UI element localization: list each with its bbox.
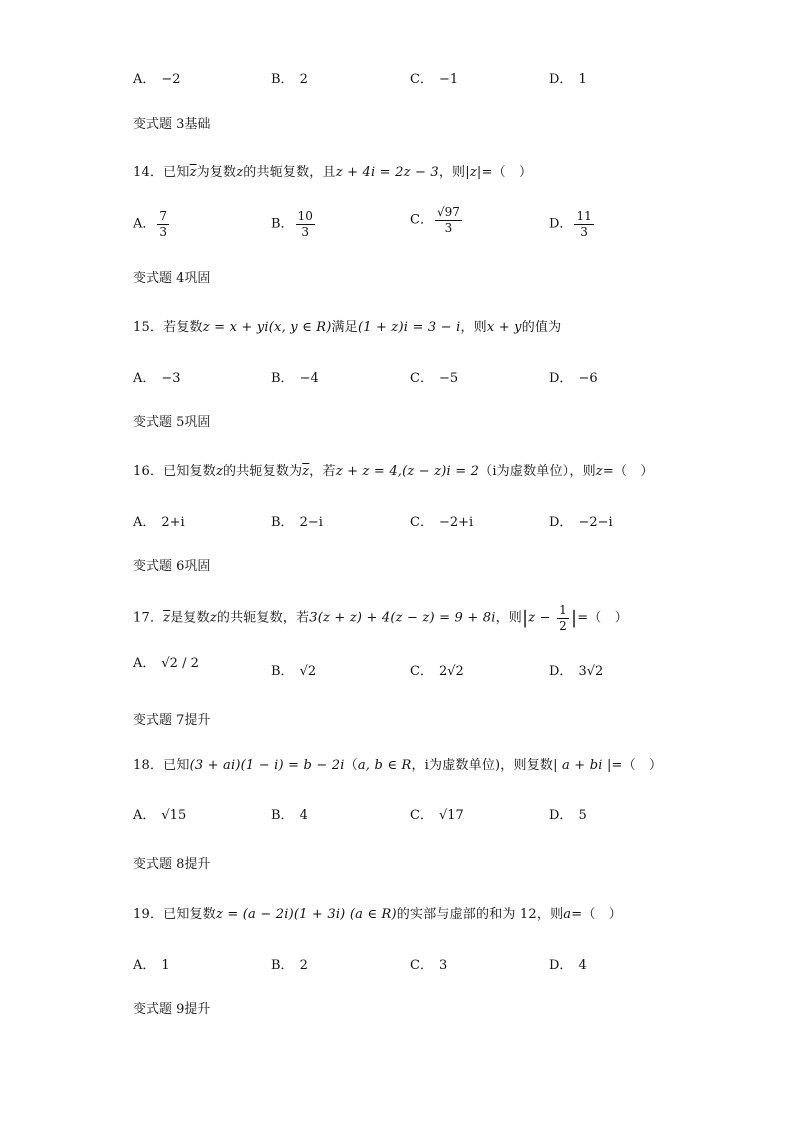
variant-heading: 变式题 4巩固 xyxy=(133,271,211,286)
option-c: C． −1 xyxy=(410,72,459,87)
option-d: D． 5 xyxy=(549,808,587,823)
option-b: B． −4 xyxy=(271,371,319,386)
option-b: B． 4 xyxy=(271,808,308,823)
question-14: 14．已知$\overline{z}$为复数z的共轭复数，且z + 4i = 2z − 3，则|z|=（ ） xyxy=(133,165,533,180)
option-b: B． 2 xyxy=(271,958,308,973)
option-a: A． −3 xyxy=(133,371,181,386)
question-17: 17．$\overline{z}$是复数z的共轭复数，若3(z + z) + 4(z − z) = 9 + 8i，则|z − $\frac{1}{2}$ |=（ ） xyxy=(133,603,628,633)
option-a: A． −2 xyxy=(133,72,181,87)
variant-heading: 变式题 6巩固 xyxy=(133,559,211,574)
option-c: C． −2+i xyxy=(410,515,474,530)
variant-heading: 变式题 7提升 xyxy=(133,713,211,728)
option-a: A． √15 xyxy=(133,808,187,823)
option-c: C． 3 xyxy=(410,958,448,973)
question-16: 16．已知复数z的共轭复数为$\overline{z}$，若z + z = 4,(z − z)i = 2（i为虚数单位），则z=（ ） xyxy=(133,464,654,479)
option-a: A． 1 xyxy=(133,958,170,973)
option-a: A． √2 / 2 xyxy=(133,656,199,671)
option-b: B． 2 xyxy=(271,72,308,87)
variant-heading: 变式题 3基础 xyxy=(133,117,211,132)
option-b: B． √2 xyxy=(271,664,317,679)
option-d: D． 1 xyxy=(549,72,587,87)
variant-heading: 变式题 8提升 xyxy=(133,857,211,872)
option-c: C． $\frac{√97}{3}$ xyxy=(410,205,460,235)
option-b: B． $\frac{10}{3}$ xyxy=(271,209,313,239)
option-a: A． $\frac{7}{3}$ xyxy=(133,209,168,239)
option-c: C． 2√2 xyxy=(410,664,464,679)
variant-heading: 变式题 9提升 xyxy=(133,1002,211,1017)
option-c: C． √17 xyxy=(410,808,464,823)
question-18: 18．已知(3 + ai)(1 − i) = b − 2i（a, b ∈ R，i为虚数单位)，则复数| a + bi |=（ ） xyxy=(133,758,663,773)
question-15: 15．若复数z = x + yi(x, y ∈ R)满足(1 + z)i = 3 − i，则x + y的值为 xyxy=(133,320,562,335)
option-d: D． 4 xyxy=(549,958,587,973)
option-a: A． 2+i xyxy=(133,515,185,530)
option-d: D． −6 xyxy=(549,371,598,386)
option-d: D． $\frac{11}{3}$ xyxy=(549,209,592,239)
variant-heading: 变式题 5巩固 xyxy=(133,415,211,430)
option-c: C． −5 xyxy=(410,371,459,386)
option-d: D． 3√2 xyxy=(549,664,604,679)
option-b: B． 2−i xyxy=(271,515,323,530)
option-d: D． −2−i xyxy=(549,515,613,530)
question-19: 19．已知复数z = (a − 2i)(1 + 3i) (a ∈ R)的实部与虚部的和为 12，则a=（ ） xyxy=(133,907,622,922)
